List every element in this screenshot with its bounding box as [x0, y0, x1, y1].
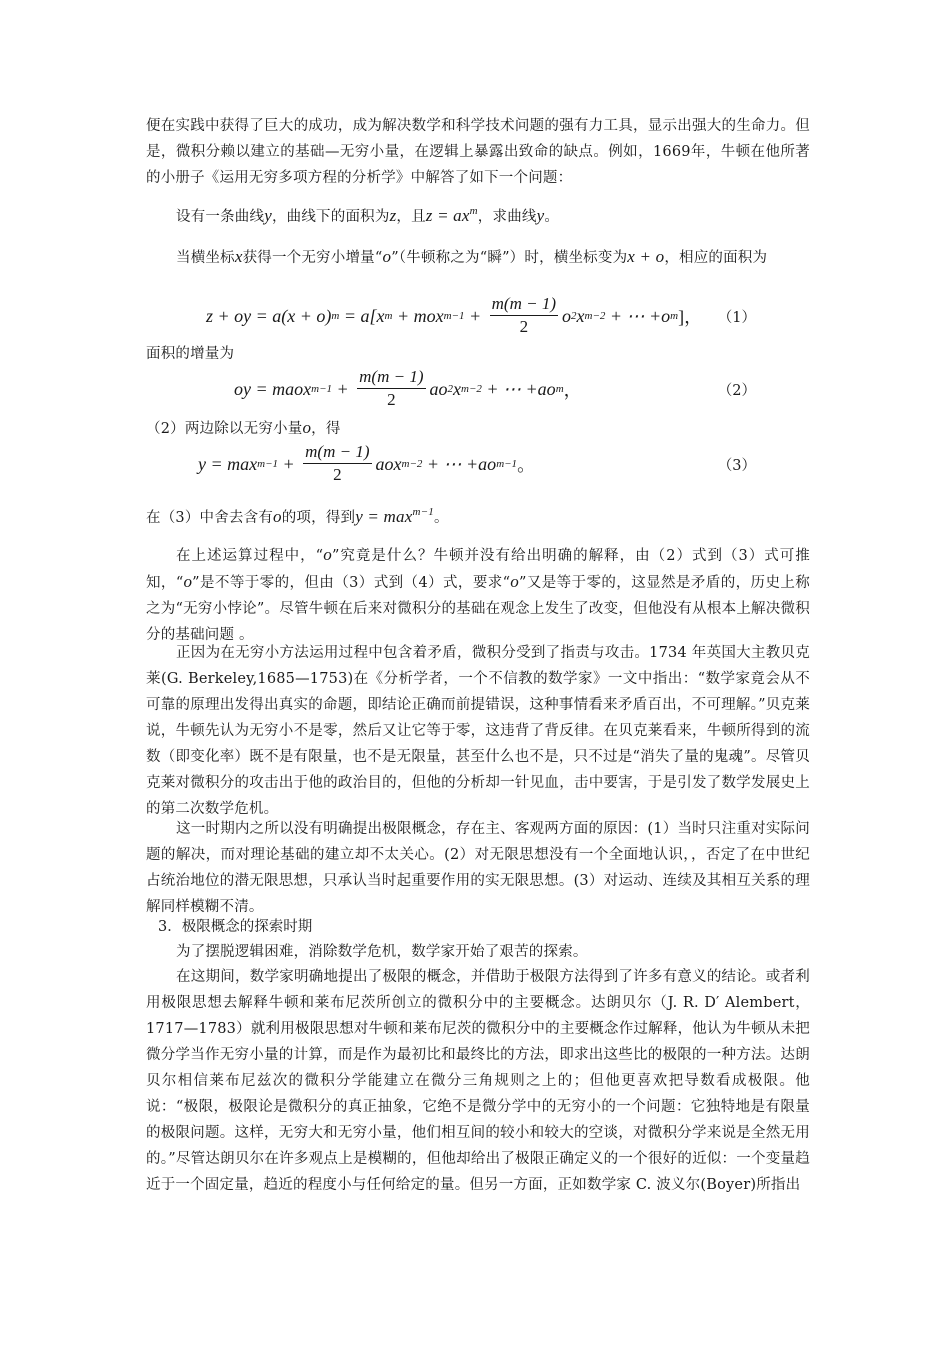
- eq-term: aox: [375, 453, 402, 474]
- fraction: [303, 442, 371, 486]
- inline-equation: [355, 507, 434, 526]
- equation-number: （1）: [717, 309, 756, 326]
- math-variable: o: [382, 247, 392, 266]
- paragraph-area-increment: 面积的增量为: [146, 346, 235, 362]
- eq-term: = a[x: [339, 305, 385, 326]
- equation-2: [146, 362, 810, 416]
- math-variable: x: [234, 247, 243, 266]
- equation-text: z = ax: [425, 206, 470, 225]
- eq-term: 。: [517, 455, 536, 475]
- eq-term: ，: [563, 380, 582, 400]
- paragraph-exploration: 为了摆脱逻辑困难，消除数学危机，数学家开始了艰苦的探索。: [176, 944, 588, 960]
- equation-text: y = max: [355, 507, 413, 526]
- text-run: （2）两边除以无穷小量: [146, 421, 303, 437]
- eq-term: z + oy = a(x + o): [206, 305, 332, 326]
- superscript: m: [469, 205, 478, 217]
- text-run: 在上述运算过程中，“: [176, 548, 324, 564]
- text-run: 获得一个无穷小增量“: [242, 250, 383, 266]
- text-run: 当横坐标: [176, 250, 235, 266]
- eq-term: + ⋯ +ao: [481, 378, 556, 399]
- eq-term: + ⋯ +ao: [422, 453, 497, 474]
- text-run: ”究竟是什么？牛顿并没有给出明确的解释，由（2）式到（3）式可推知，“: [146, 548, 810, 591]
- math-variable: o: [323, 545, 332, 564]
- text-run: 的项，得到: [281, 510, 356, 526]
- paragraph-dalembert: 在这期间，数学家明确地提出了极限的概念，并借助于极限方法得到了许多有意义的结论。或者利用极限思想去解释牛顿和莱布尼茨所创立的微积分中的主要概念。达朗贝尔（J. R. D′ Alembert，1717—1783）就利用极限思想对牛顿和莱布尼茨的微积分中的主要概念作过解释，他认为牛顿从未把微分学当作无穷小量的计算，而是作为最初比和最终比的方法，即求出这些比的极限的一种方法。达朗贝尔相信莱布尼兹次的微积分学能建立在微分三角规则之上的；但他更喜欢把导数看成极限。他说：“极限，极限论是微积分的真正抽象，它绝不是微分学中的无穷小的一个问题：它独特地是有限量的极限问题。这样，无穷大和无穷小量，他们相互间的较小和较大的空谈，对微积分学来说是全然无用的。”尽管达朗贝尔在许多观点上是模糊的，但他却给出了极限正确定义的一个很好的近似：一个变量趋近于一个固定量，趋近的程度小与任何给定的量。但另一方面，正如数学家 C. 波义尔(Boyer)所指出: [146, 969, 810, 1193]
- inline-equation: [426, 206, 478, 225]
- text-run: ，相应的面积为: [664, 250, 768, 266]
- text-run: 设有一条曲线: [176, 209, 265, 225]
- superscript: m−1: [412, 506, 434, 518]
- eq-term: +: [332, 378, 354, 399]
- paragraph-increment: [146, 244, 810, 271]
- text-run: ”（牛顿称之为“瞬”）时，横坐标变为: [391, 250, 628, 266]
- math-variable: o: [273, 507, 282, 526]
- text-run: 。: [544, 209, 560, 225]
- math-variable: y: [264, 206, 272, 225]
- fraction: [357, 367, 425, 411]
- eq-term: oy = maox: [234, 378, 312, 399]
- fraction-denominator: 2: [333, 465, 342, 484]
- text-run: ，曲线下的面积为: [271, 209, 390, 225]
- fraction-numerator: m(m − 1): [490, 294, 558, 316]
- paragraph-reasons: 这一时期内之所以没有明确提出极限概念，存在主、客观两方面的原因：(1）当时只注重对实际问题的解决，而对理论基础的建立却不太关心。(2）对无限思想没有一个全面地认识，，否定了在中世纪占统治地位的潜无限思想，只承认当时起重要作用的实无限思想。(3）对运动、连续及其相互关系的理解同样模糊不清。: [146, 821, 811, 915]
- math-variable: y: [536, 206, 545, 225]
- math-variable: o: [302, 418, 312, 437]
- text-run: ，求曲线: [477, 209, 537, 225]
- paragraph-problem: [146, 203, 810, 230]
- equation-1-body: z + oy = a(x + o) m = a[x m + mox m−1 + $\frac{m(m - 1)}{2}$ o 2 x m−2 + ⋯ +o m ]，: [206, 294, 703, 336]
- equation-number: （2）: [717, 382, 756, 399]
- equation-number: （3）: [717, 457, 756, 474]
- math-variable: x + o: [627, 247, 665, 266]
- equation-2-body: oy = maox m−1 + $\frac{m(m - 1)}{2}$ ao 2 x m−2 + ⋯ +ao m ，: [234, 367, 582, 409]
- eq-term: +: [278, 453, 300, 474]
- fraction-numerator: m(m − 1): [303, 442, 371, 464]
- fraction-denominator: 2: [387, 390, 396, 409]
- fraction: [490, 294, 558, 338]
- text-run: ，得: [311, 421, 341, 437]
- paragraph-berkeley: 正因为在无穷小方法运用过程中包含着矛盾，微积分受到了指责与攻击。1734 年英国大主教贝克莱(G. Berkeley,1685—1753)在《分析学者，一个不信教的数学家》一文中指出：“数学家竟会从不可靠的原理出发得出真实的命题，即结论正确而前提错误，这种事情看来矛盾百出，不可理解。”贝克莱说，牛顿先认为无穷小不是零，然后又让它等于零，这违背了背反律。在贝克莱看来，牛顿所得到的流数（即变化率）既不是有限量，也不是无限量，甚至什么也不是，只不过是“消失了量的鬼魂”。尽管贝克莱对微积分的攻击出于他的政治目的，但他的分析却一针见血，击中要害，于是引发了数学发展史上的第二次数学危机。: [146, 645, 810, 817]
- eq-term: +: [464, 305, 486, 326]
- text-run: ”是不等于零的，但由（3）式到（4）式，要求“: [192, 575, 511, 591]
- math-variable: z: [389, 206, 397, 225]
- eq-term: y = max: [198, 453, 258, 474]
- text-run: 在（3）中舍去含有: [146, 510, 274, 526]
- eq-term: + mox: [392, 305, 444, 326]
- paragraph-paradox: [146, 542, 810, 648]
- eq-term: + ⋯ +o: [605, 305, 671, 326]
- eq-term: x: [453, 378, 462, 399]
- section-heading: 3．极限概念的探索时期: [158, 919, 313, 935]
- eq-term: ao: [429, 378, 448, 399]
- math-variable: o: [510, 572, 519, 591]
- eq-term: o: [562, 305, 571, 326]
- text-run: ”又是等于零的，这显然是矛盾的，历史上称之为“无穷小悖论”。尽管牛顿在后来对微积分的基础在观念上发生了改变，但他没有从根本上解决微积分的基础问题 。: [146, 575, 810, 643]
- eq-term: x: [576, 305, 585, 326]
- equation-3: [146, 437, 810, 491]
- fraction-numerator: m(m − 1): [357, 367, 425, 389]
- fraction-denominator: 2: [519, 317, 529, 336]
- paragraph-result: [146, 504, 810, 531]
- equation-1: [146, 289, 810, 343]
- paragraph-intro: 便在实践中获得了巨大的成功，成为解决数学和科学技术问题的强有力工具，显示出强大的生命力。但是，微积分赖以建立的基础—无穷小量，在逻辑上暴露出致命的缺点。例如，1669年，牛顿在他所著的小册子《运用无穷多项方程的分析学》中解答了如下一个问题：: [146, 118, 810, 186]
- math-variable: o: [183, 572, 193, 591]
- eq-term: ]，: [678, 307, 703, 327]
- equation-3-body: y = max m−1 + $\frac{m(m - 1)}{2}$ aox m−2 + ⋯ +ao m−1 。: [198, 442, 536, 484]
- text-run: 。: [433, 510, 449, 526]
- text-run: ，且: [396, 209, 426, 225]
